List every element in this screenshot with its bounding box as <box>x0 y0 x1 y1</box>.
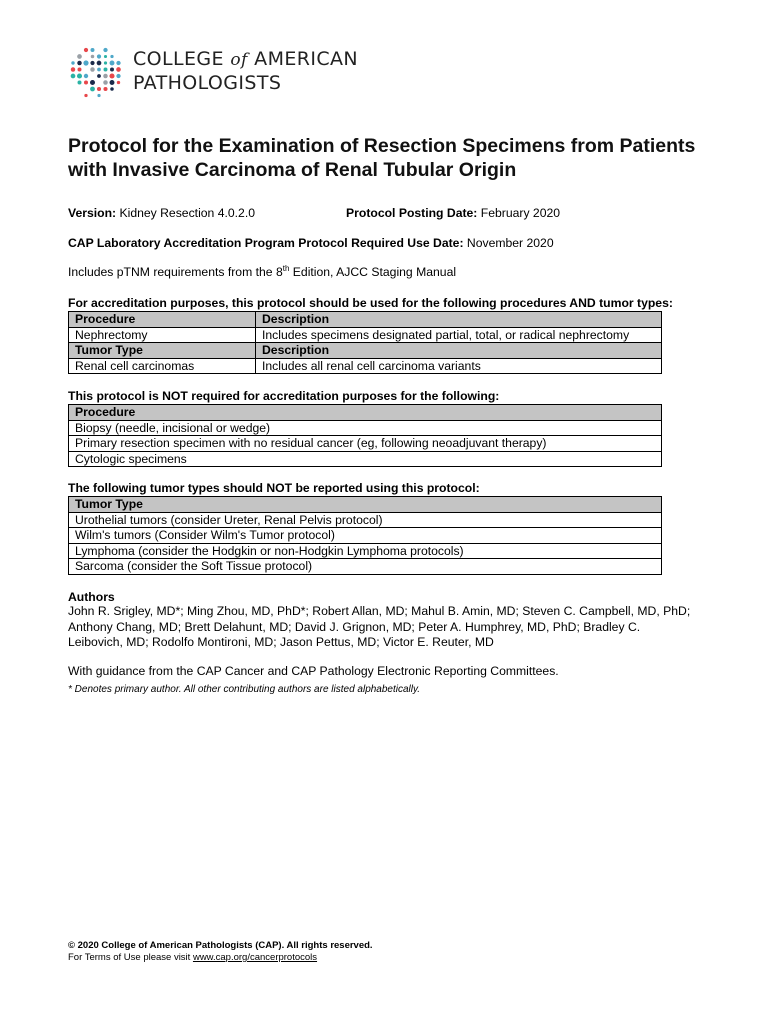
accreditation-table <box>68 311 662 374</box>
ptnm-text-post: Edition, AJCC Staging Manual <box>289 265 457 279</box>
table-row <box>69 512 662 528</box>
logo-dot <box>110 68 114 72</box>
table-header: Tumor Type <box>69 497 662 513</box>
logo-dot <box>103 87 107 91</box>
version-line <box>68 206 255 220</box>
logo-dot <box>84 80 88 84</box>
not-reported-heading: The following tumor types should NOT be reported using this protocol: <box>68 481 480 495</box>
accreditation-heading: For accreditation purposes, this protocol should be used for the following procedures AND tumor types: <box>68 296 673 310</box>
table-row <box>69 327 662 343</box>
required-date-label: CAP Laboratory Accreditation Program Protocol Required Use Date: <box>68 236 464 250</box>
logo-dot <box>116 74 120 78</box>
logo-dot <box>77 61 81 65</box>
terms-text: For Terms of Use please visit <box>68 952 193 963</box>
table-row <box>69 420 662 436</box>
logo-dot <box>116 67 121 72</box>
table-header: Description <box>256 343 662 359</box>
logo-dot <box>84 48 88 52</box>
logo-dot <box>104 61 107 64</box>
guidance-text: With guidance from the CAP Cancer and CAP Pathology Electronic Reporting Committees. <box>68 664 559 678</box>
logo-dot <box>91 55 95 59</box>
logo-dot <box>90 87 95 92</box>
not-required-table <box>68 404 662 467</box>
logo-dot <box>103 80 108 85</box>
logo-dot <box>83 60 88 65</box>
logo-of: of <box>230 50 248 70</box>
terms-line <box>68 952 317 963</box>
logo-line-2: PATHOLOGISTS <box>133 72 282 94</box>
logo-dot <box>116 61 120 65</box>
logo-american: AMERICAN <box>254 48 359 70</box>
table-row <box>69 451 662 467</box>
logo-dot <box>97 74 101 78</box>
table-row <box>69 358 662 374</box>
cap-logo <box>68 44 368 102</box>
logo-dot <box>110 80 115 85</box>
ptnm-text: Includes pTNM requirements from the 8 <box>68 265 283 279</box>
logo-dot <box>104 68 108 72</box>
table-row <box>69 436 662 452</box>
logo-dot <box>78 68 82 72</box>
logo-dot <box>84 94 87 97</box>
logo-dot <box>90 80 95 85</box>
logo-dot <box>103 74 108 79</box>
version-value: Kidney Resection 4.0.2.0 <box>119 206 255 220</box>
table-row <box>69 559 662 575</box>
authors-heading: Authors <box>68 590 115 604</box>
cap-logo-dots-icon <box>68 44 124 102</box>
page-title: Protocol for the Examination of Resection Specimens from Patients with Invasive Carcinoma of Renal Tubular Origin <box>68 135 696 181</box>
table-header: Tumor Type <box>69 343 256 359</box>
table-row <box>69 497 662 513</box>
logo-line-1 <box>133 48 358 70</box>
table-cell: Wilm's tumors (Consider Wilm's Tumor protocol) <box>69 528 662 544</box>
logo-dot <box>90 61 94 65</box>
logo-dot <box>90 67 94 71</box>
table-cell: Cytologic specimens <box>69 451 662 467</box>
table-row <box>69 405 662 421</box>
version-label: Version: <box>68 206 117 220</box>
table-header: Procedure <box>69 405 662 421</box>
table-row <box>69 528 662 544</box>
logo-dot <box>117 81 120 84</box>
ptnm-sup: th <box>282 263 290 273</box>
logo-dot <box>97 61 102 66</box>
authors-list: John R. Srigley, MD*; Ming Zhou, MD, PhD*; Robert Allan, MD; Mahul B. Amin, MD; Steven C. Campbell, MD, PhD; Anthony Chang, MD; Brett Delahunt, MD; David J. Grignon, MD; Peter A. Humphrey, MD, PhD; Bradley C. Leibovich, MD; Rodolfo Montironi, MD; Jason Pettus, MD; Victor E. Reuter, MD <box>68 604 691 649</box>
not-reported-table <box>68 496 662 575</box>
table-row <box>69 543 662 559</box>
posting-date-label: Protocol Posting Date: <box>346 206 478 220</box>
logo-dot <box>91 48 95 52</box>
table-cell: Renal cell carcinomas <box>69 358 256 374</box>
logo-dot <box>97 54 101 58</box>
logo-dot <box>97 68 101 72</box>
table-cell: Urothelial tumors (consider Ureter, Renal Pelvis protocol) <box>69 512 662 528</box>
logo-dot <box>97 87 101 91</box>
logo-dot <box>77 73 82 78</box>
logo-dot <box>71 74 76 79</box>
table-cell: Nephrectomy <box>69 327 256 343</box>
table-cell: Primary resection specimen with no residual cancer (eg, following neoadjuvant therapy) <box>69 436 662 452</box>
posting-date-line <box>346 206 560 220</box>
required-date-line <box>68 236 554 250</box>
ptnm-line <box>68 265 456 279</box>
logo-dot <box>109 73 114 78</box>
required-date-value: November 2020 <box>466 236 554 250</box>
copyright: © 2020 College of American Pathologists (CAP). All rights reserved. <box>68 940 373 951</box>
not-required-heading: This protocol is NOT required for accreditation purposes for the following: <box>68 389 500 403</box>
posting-date-value: February 2020 <box>480 206 561 220</box>
table-cell: Sarcoma (consider the Soft Tissue protocol) <box>69 559 662 575</box>
logo-dot <box>71 61 74 64</box>
table-cell: Includes all renal cell carcinoma variants <box>256 358 662 374</box>
table-cell: Biopsy (needle, incisional or wedge) <box>69 420 662 436</box>
footnote: * Denotes primary author. All other contributing authors are listed alphabetically. <box>68 684 421 695</box>
logo-dot <box>103 48 107 52</box>
table-row <box>69 312 662 328</box>
logo-dot <box>104 55 107 58</box>
logo-dot <box>77 80 81 84</box>
logo-dot <box>77 54 82 59</box>
terms-link[interactable]: www.cap.org/cancerprotocols <box>192 952 318 963</box>
logo-dot <box>97 94 100 97</box>
logo-college: COLLEGE <box>133 48 224 70</box>
logo-dot <box>110 87 114 91</box>
table-cell: Lymphoma (consider the Hodgkin or non-Hodgkin Lymphoma protocols) <box>69 543 662 559</box>
logo-dot <box>110 61 115 66</box>
logo-dot <box>71 67 75 71</box>
logo-dot <box>84 74 88 78</box>
logo-dot <box>110 55 113 58</box>
table-row <box>69 343 662 359</box>
table-header: Description <box>256 312 662 328</box>
table-cell: Includes specimens designated partial, total, or radical nephrectomy <box>256 327 662 343</box>
table-header: Procedure <box>69 312 256 328</box>
